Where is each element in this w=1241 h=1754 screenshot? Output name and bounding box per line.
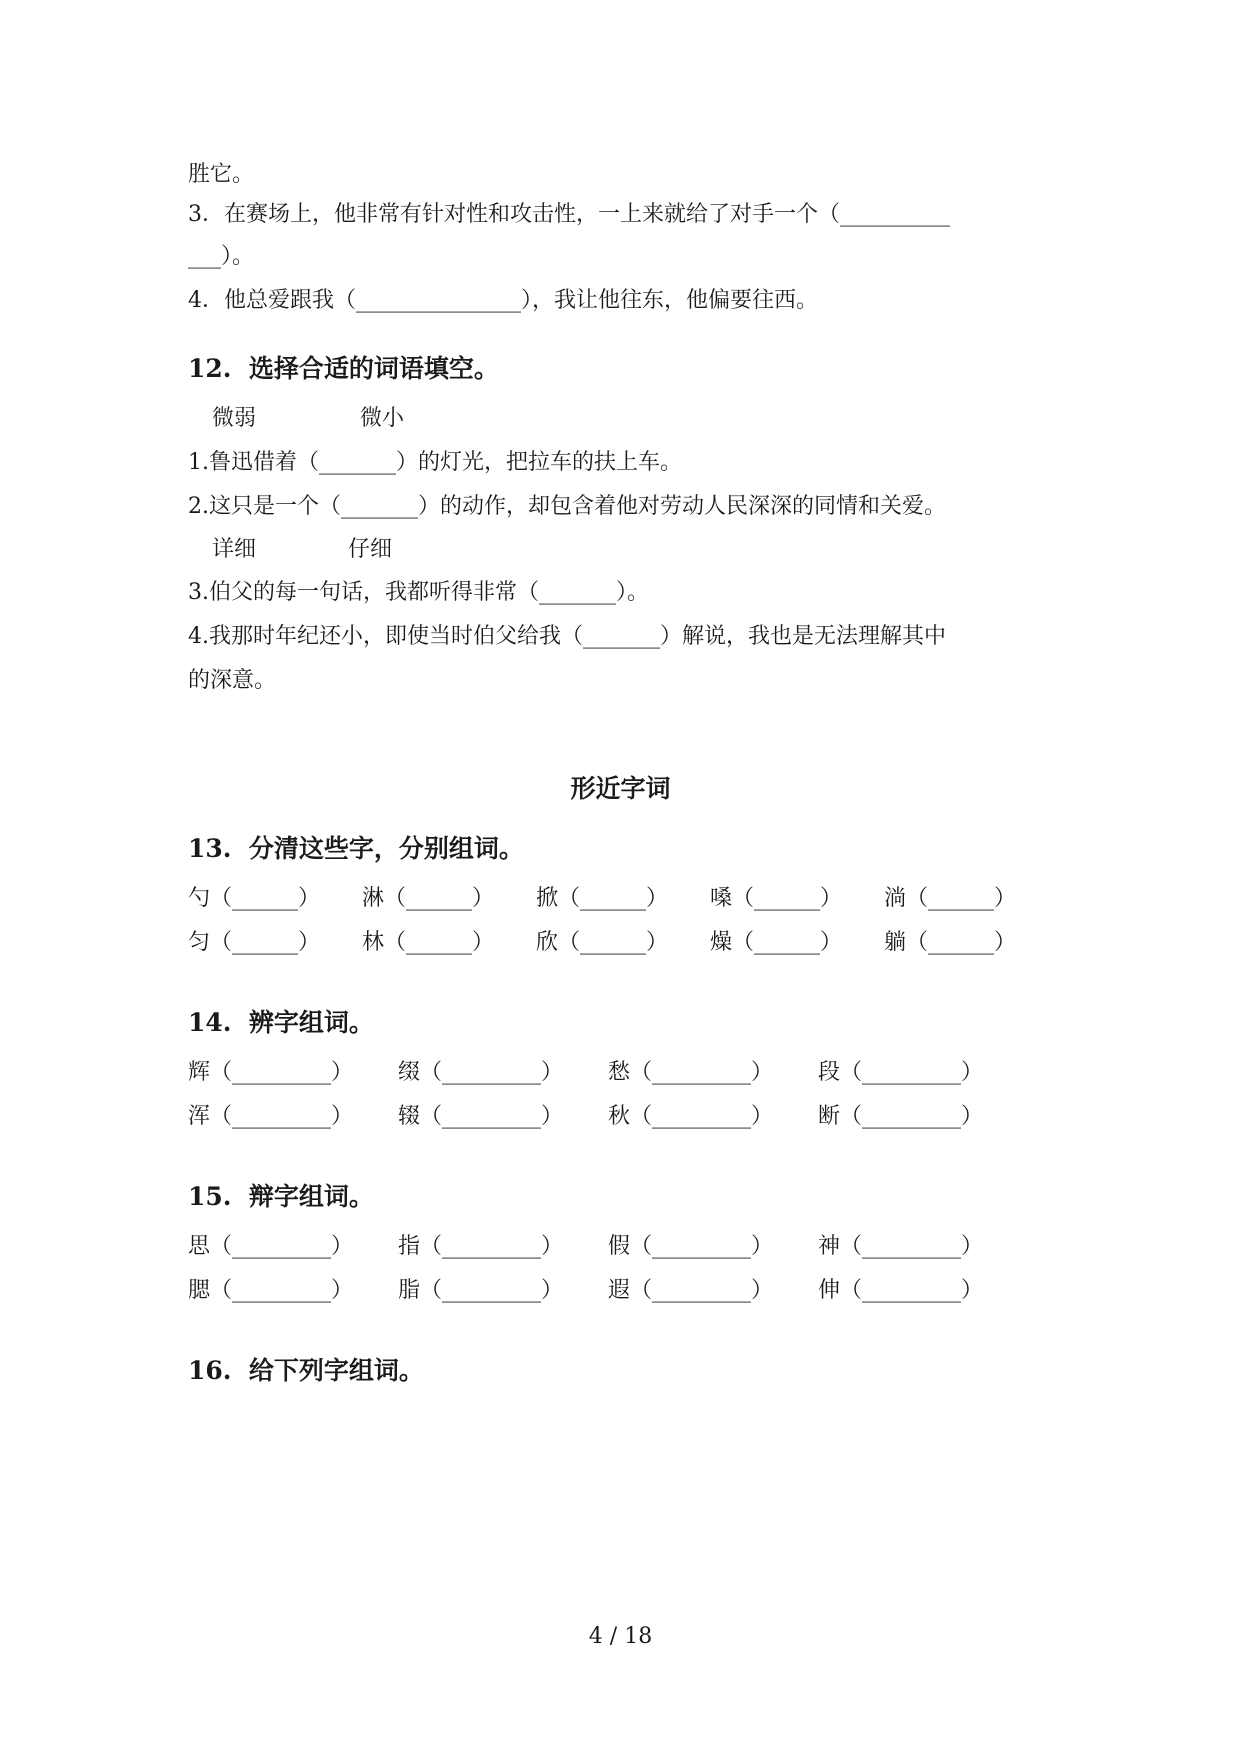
q15-cell: 假（_________） [608, 1234, 774, 1259]
q12-option-2: 微小 [360, 406, 405, 431]
q14-cell: 断（_________） [818, 1104, 984, 1129]
q11-item-3: 3．在赛场上，他非常有针对性和攻击性，一上来就给了对手一个（__________ [188, 202, 950, 227]
q14-cell: 秋（_________） [608, 1104, 774, 1129]
q14-cell: 缀（_________） [398, 1060, 564, 1085]
q15-cell: 脂（_________） [398, 1278, 564, 1303]
q12-option-1: 微弱 [212, 406, 257, 431]
q12-item-1: 1.鲁迅借着（_______）的灯光，把拉车的扶上车。 [188, 450, 682, 475]
q12-option-3: 详细 [212, 537, 257, 562]
q13-cell: 躺（______） [884, 930, 1017, 955]
q12-option-4: 仔细 [348, 537, 393, 562]
section-heading: 形近字词 [570, 774, 671, 803]
q12-item-4: 4.我那时年纪还小，即使当时伯父给我（_______）解说，我也是无法理解其中 [188, 624, 946, 649]
q13-cell: 淌（______） [884, 886, 1017, 911]
q12-item-4-cont: 的深意。 [188, 668, 277, 693]
q14-cell: 辍（_________） [398, 1104, 564, 1129]
q15-cell: 伸（_________） [818, 1278, 984, 1303]
q12-title: 12. 选择合适的词语填空。 [188, 354, 499, 383]
page-number: 4 / 18 [588, 1624, 653, 1649]
q14-cell: 浑（_________） [188, 1104, 354, 1129]
q14-cell: 段（_________） [818, 1060, 984, 1085]
q14-cell: 辉（_________） [188, 1060, 354, 1085]
q13-cell: 淋（______） [362, 886, 495, 911]
q12-item-3: 3.伯父的每一句话，我都听得非常（_______）。 [188, 580, 649, 605]
q13-cell: 林（______） [362, 930, 495, 955]
q13-cell: 嗓（______） [710, 886, 843, 911]
q15-cell: 思（_________） [188, 1234, 354, 1259]
q11-line-continuation: 胜它。 [188, 162, 255, 187]
q15-cell: 神（_________） [818, 1234, 984, 1259]
q15-cell: 腮（_________） [188, 1278, 354, 1303]
q15-title: 15. 辩字组词。 [188, 1182, 374, 1211]
q11-item-4: 4．他总爱跟我（_______________），我让他往东，他偏要往西。 [188, 288, 818, 313]
q14-cell: 愁（_________） [608, 1060, 774, 1085]
q13-cell: 勺（______） [188, 886, 321, 911]
q13-cell: 燥（______） [710, 930, 843, 955]
q14-title: 14. 辨字组词。 [188, 1008, 374, 1037]
q13-cell: 掀（______） [536, 886, 669, 911]
q13-title: 13. 分清这些字，分别组词。 [188, 834, 524, 863]
q12-item-2: 2.这只是一个（_______）的动作，却包含着他对劳动人民深深的同情和关爱。 [188, 494, 946, 519]
q15-cell: 遐（_________） [608, 1278, 774, 1303]
q16-title: 16. 给下列字组词。 [188, 1356, 424, 1385]
q11-item-3-cont: ___）。 [188, 244, 255, 269]
q13-cell: 欣（______） [536, 930, 669, 955]
q15-cell: 指（_________） [398, 1234, 564, 1259]
q13-cell: 匀（______） [188, 930, 321, 955]
